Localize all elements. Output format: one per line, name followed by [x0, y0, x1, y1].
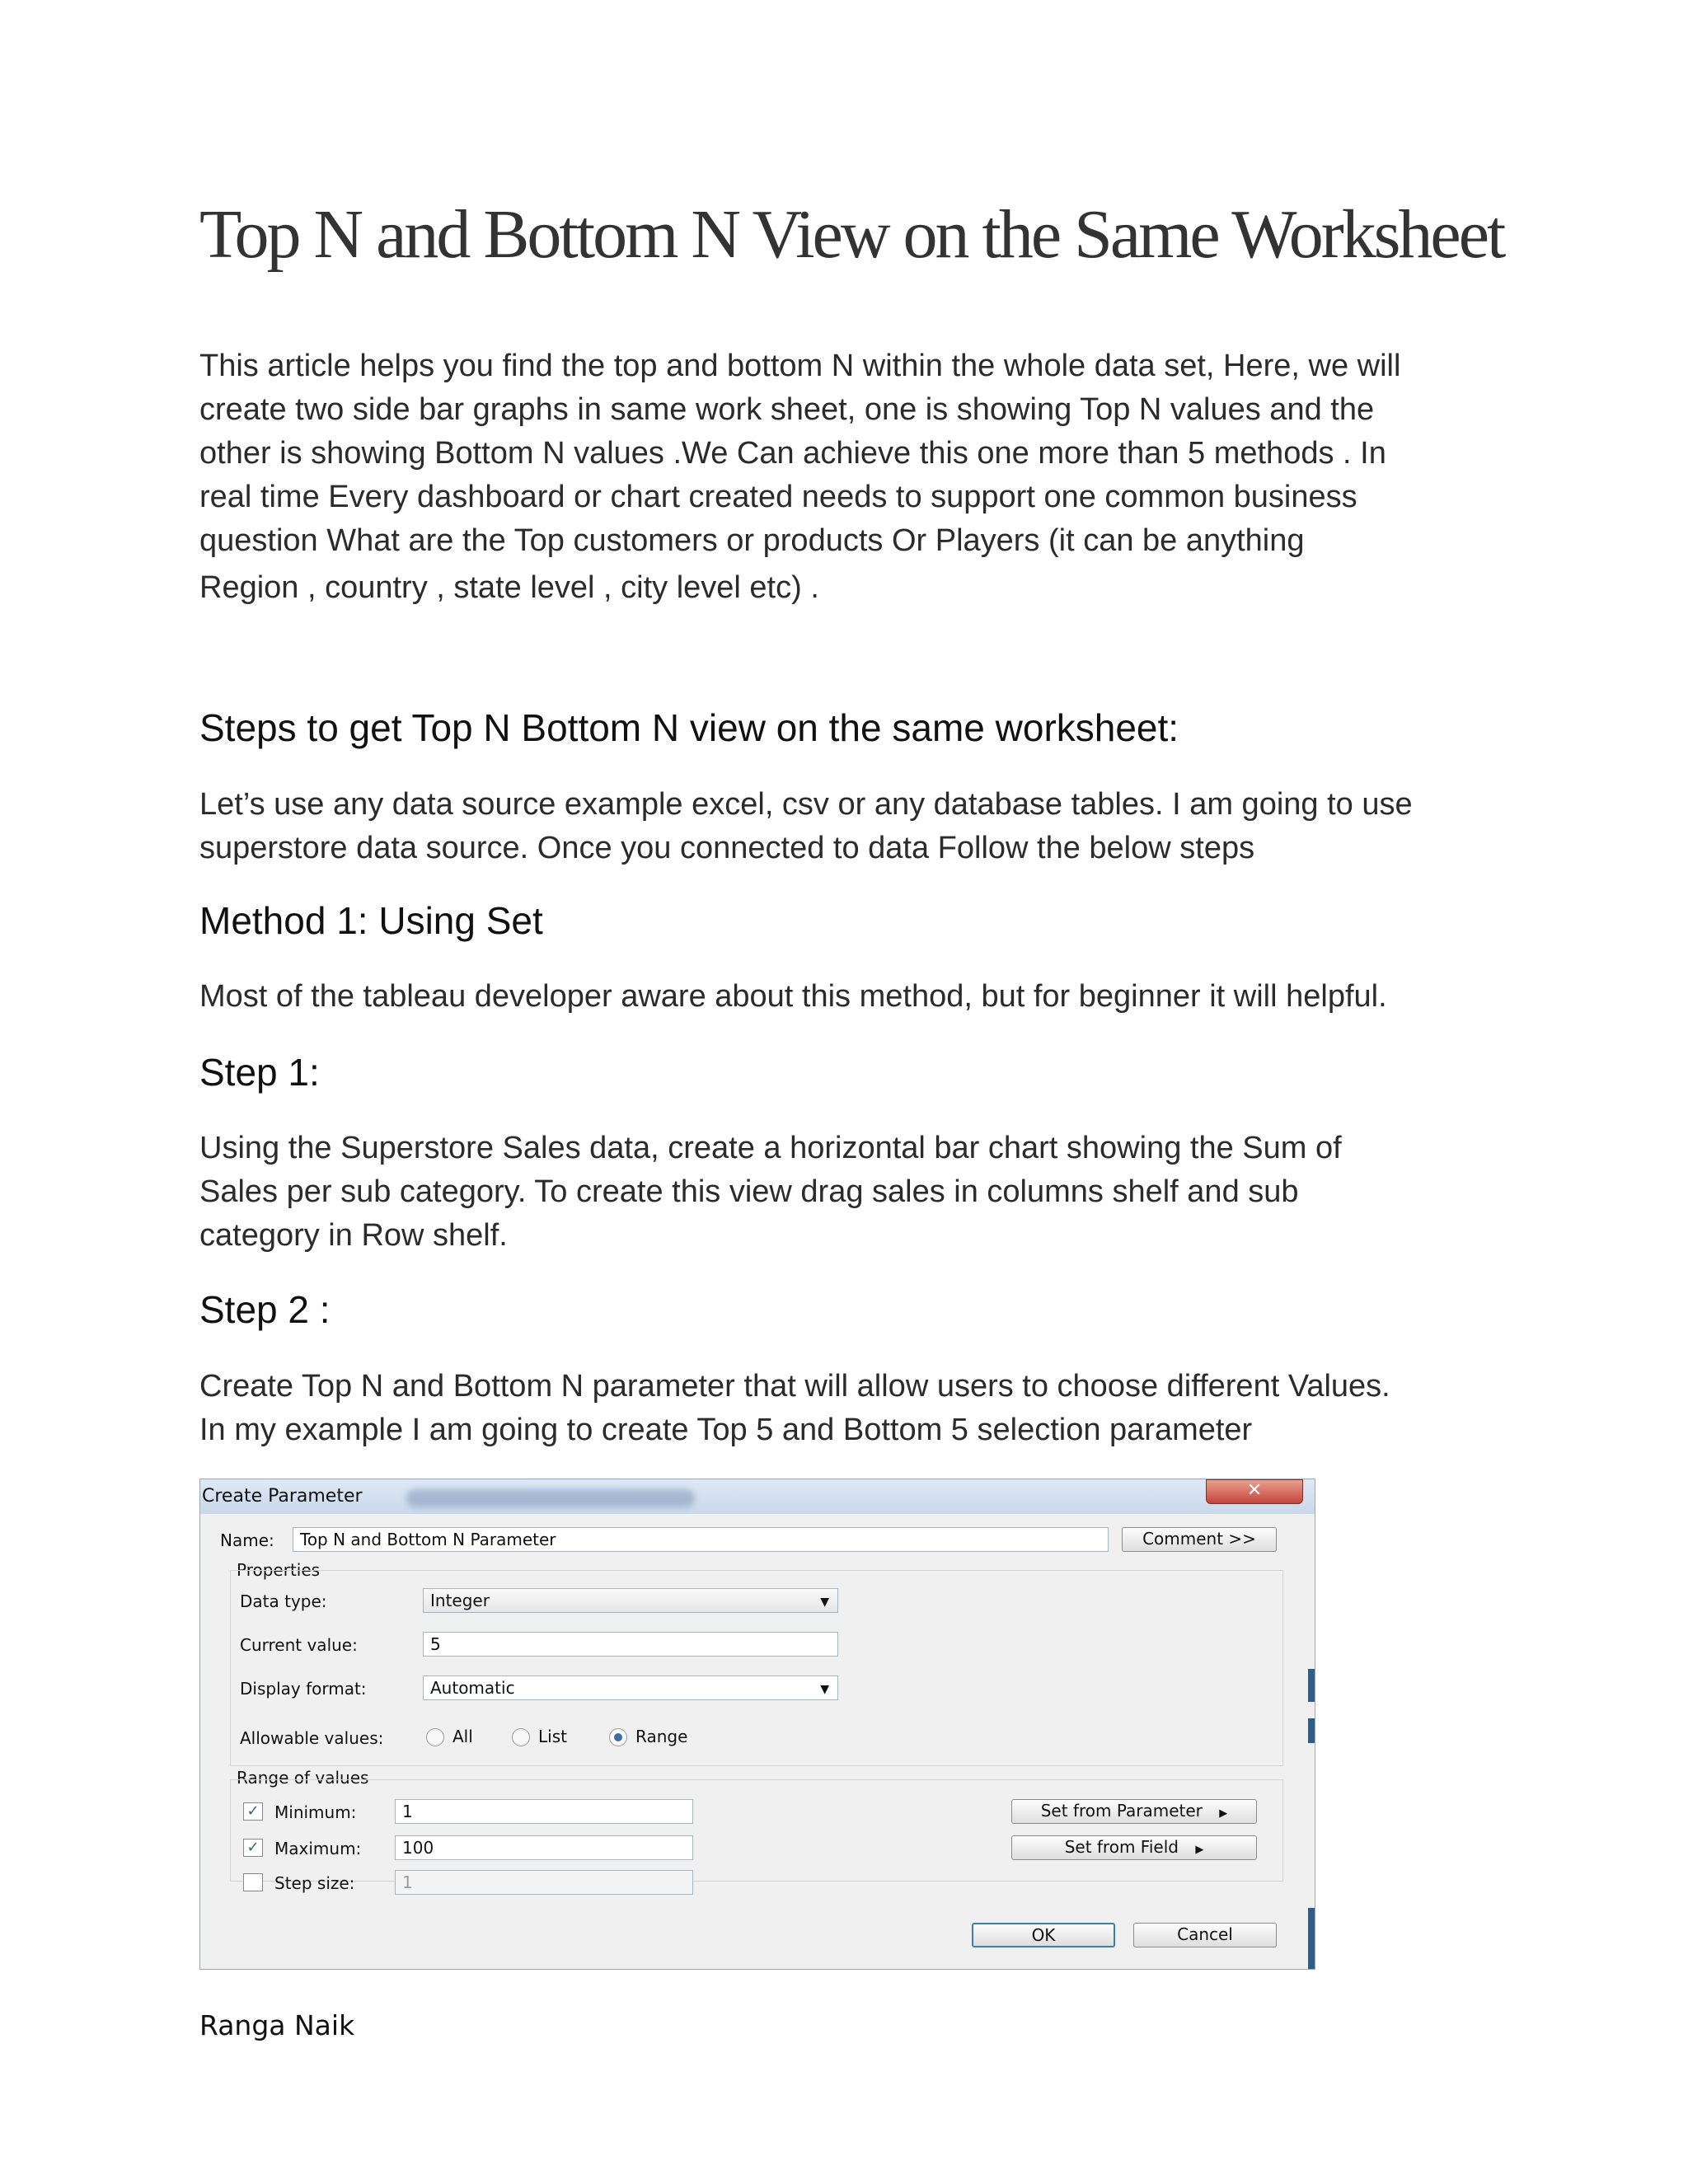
step-size-input[interactable]: 1 — [395, 1870, 693, 1895]
set-from-parameter-button[interactable] — [1011, 1799, 1257, 1824]
radio-list[interactable] — [512, 1728, 530, 1746]
set-from-parameter-label: Set from Parameter — [1040, 1801, 1203, 1821]
radio-all[interactable] — [426, 1728, 444, 1746]
window-edge-mark — [1308, 1908, 1315, 1969]
step2-line: Create Top N and Bottom N parameter that will allow users to choose different Values. — [199, 1369, 1390, 1404]
current-value-input[interactable]: 5 — [423, 1632, 838, 1657]
radio-list-label: List — [538, 1727, 567, 1746]
radio-range-label: Range — [635, 1727, 688, 1746]
range-group — [230, 1779, 1283, 1882]
intro-line: other is showing Bottom N values .We Can achieve this one more than 5 methods . In — [199, 436, 1386, 471]
step-size-label: Step size: — [274, 1873, 355, 1893]
set-from-field-button[interactable] — [1011, 1835, 1257, 1860]
step-size-checkbox[interactable] — [243, 1873, 263, 1891]
steps-paragraph — [199, 783, 1518, 870]
steps-heading: Steps to get Top N Bottom N view on the same worksheet: — [199, 706, 1179, 749]
minimum-input[interactable]: 1 — [395, 1799, 693, 1824]
window-edge-mark — [1308, 1718, 1315, 1743]
maximum-checkbox[interactable]: ✓ — [243, 1839, 263, 1857]
cancel-button[interactable]: Cancel — [1133, 1923, 1277, 1947]
arrow-right-icon: ▶ — [1195, 1844, 1204, 1856]
comment-button[interactable]: Comment >> — [1122, 1527, 1277, 1552]
step2-heading: Step 2 : — [199, 1288, 331, 1331]
name-input[interactable]: Top N and Bottom N Parameter — [293, 1527, 1109, 1552]
page-title: Top N and Bottom N View on the Same Worksheet — [199, 196, 1504, 273]
step1-line: Using the Superstore Sales data, create a horizontal bar chart showing the Sum of — [199, 1131, 1342, 1165]
intro-line: create two side bar graphs in same work sheet, one is showing Top N values and the — [199, 392, 1375, 427]
data-type-select[interactable] — [423, 1588, 838, 1613]
dialog-title: Create Parameter — [202, 1486, 363, 1507]
data-type-value: Integer — [430, 1591, 490, 1610]
data-type-label: Data type: — [240, 1591, 327, 1611]
step1-line: category in Row shelf. — [199, 1218, 508, 1253]
window-edge-mark — [1308, 1669, 1315, 1702]
intro-line: This article helps you find the top and bottom N within the whole data set, Here, we will — [199, 349, 1401, 383]
minimum-checkbox[interactable]: ✓ — [243, 1802, 263, 1821]
titlebar-blur — [406, 1489, 695, 1507]
allowable-values-label: Allowable values: — [240, 1728, 384, 1748]
step2-paragraph — [199, 1365, 1518, 1452]
close-icon[interactable]: ✕ — [1206, 1479, 1303, 1504]
range-of-values-label: Range of values — [237, 1768, 369, 1788]
create-parameter-dialog — [199, 1479, 1315, 1970]
minimum-label: Minimum: — [274, 1802, 357, 1822]
radio-all-label: All — [452, 1727, 473, 1746]
intro-line: question What are the Top customers or products Or Players (it can be anything — [199, 523, 1305, 558]
display-format-label: Display format: — [240, 1679, 367, 1699]
name-label: Name: — [220, 1530, 274, 1550]
step2-line: In my example I am going to create Top 5 and Bottom 5 selection parameter — [199, 1413, 1253, 1447]
footer-author: Ranga Naik — [199, 2009, 355, 2041]
display-format-select[interactable] — [423, 1675, 838, 1700]
display-format-value: Automatic — [430, 1678, 515, 1698]
step1-paragraph — [199, 1127, 1518, 1258]
step1-heading: Step 1: — [199, 1051, 320, 1094]
maximum-label: Maximum: — [274, 1839, 362, 1858]
chevron-down-icon: ▼ — [820, 1596, 829, 1609]
method1-paragraph: Most of the tableau developer aware about this method, but for beginner it will helpful. — [199, 979, 1387, 1014]
dialog-titlebar — [200, 1479, 1315, 1514]
ok-button[interactable]: OK — [972, 1923, 1115, 1947]
set-from-field-label: Set from Field — [1064, 1837, 1179, 1857]
step1-line: Sales per sub category. To create this view drag sales in columns shelf and sub — [199, 1174, 1299, 1209]
intro-line: Region , country , state level , city level etc) . — [199, 570, 819, 605]
intro-paragraph — [199, 344, 1518, 610]
current-value-label: Current value: — [240, 1635, 358, 1655]
maximum-input[interactable]: 100 — [395, 1835, 693, 1860]
chevron-down-icon: ▼ — [820, 1683, 829, 1696]
steps-line: superstore data source. Once you connected to data Follow the below steps — [199, 831, 1255, 865]
steps-line: Let’s use any data source example excel, csv or any database tables. I am going to use — [199, 787, 1413, 822]
radio-range[interactable] — [609, 1728, 627, 1746]
arrow-right-icon: ▶ — [1219, 1807, 1228, 1820]
method1-heading: Method 1: Using Set — [199, 899, 543, 942]
properties-label: Properties — [237, 1560, 321, 1580]
intro-line: real time Every dashboard or chart created needs to support one common business — [199, 480, 1357, 514]
